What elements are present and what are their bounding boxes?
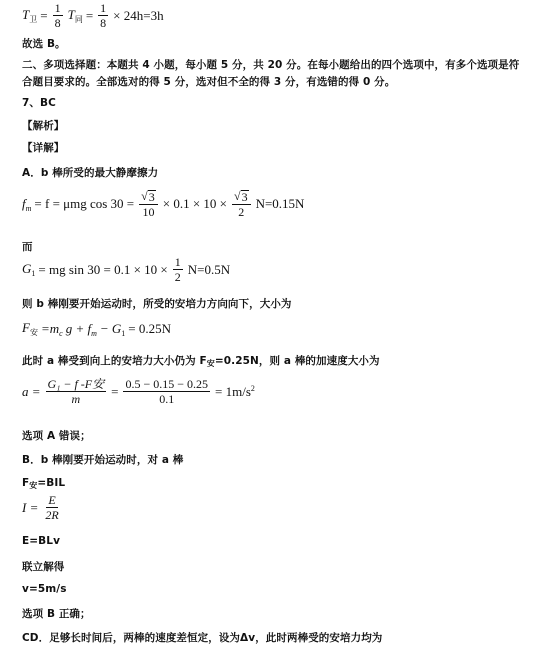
analysis-label: 【解析】 [22, 120, 65, 132]
formula-lhs: $F_安$ [22, 320, 38, 337]
formula-max-friction [22, 190, 304, 218]
answer-line: 故选 B。 [22, 38, 66, 50]
formula-t-period [22, 2, 164, 29]
formula-acceleration [22, 378, 255, 405]
formula-tail: = 0.25N [128, 321, 172, 336]
detail-label: 【详解】 [22, 142, 65, 154]
part-a-heading: A．b 棒所受的最大静摩擦力 [22, 167, 159, 179]
formula-tail: × 24h=3h [113, 7, 164, 23]
formula-rhs: − $G_1$ [99, 320, 126, 338]
formula-tail: = $1m/s^2$ [215, 383, 255, 399]
equals: = [85, 7, 94, 23]
formula-mid: $T_同$ [67, 6, 83, 24]
section-heading: 二、多项选择题：本题共 4 小题，每小题 5 分，共 20 分。在每小题给出的四个选项中，有多个选项是符 [22, 59, 520, 71]
formula-lhs: $f_m$ [22, 195, 32, 213]
text-lianli: 联立解得 [22, 561, 65, 573]
formula-rhs: $=m_c$ [40, 320, 63, 338]
formula-current [22, 494, 63, 521]
formula-lhs: I = [22, 499, 39, 515]
formula-eq: = mg sin 30 = 0.1 × 10 × [38, 261, 168, 277]
option-b-right: 选项 B 正确； [22, 608, 91, 620]
text-b-start: 则 b 棒刚要开始运动时，所受的安培力方向向下，大小为 [22, 298, 292, 310]
formula-tail: N=0.5N [187, 261, 231, 277]
formula-mid: × 0.1 × 10 × [162, 196, 227, 211]
fraction: √ 3 10 [139, 190, 158, 218]
text-er: 而 [22, 241, 33, 253]
formula-ampere-force [22, 320, 171, 338]
fraction: $\frac{1}{8}$ [100, 1, 107, 30]
text-fbil: F安=BIL [22, 477, 66, 490]
fraction: $\frac{E}{2R}$ [45, 493, 59, 522]
text-a-still: 此时 a 棒受到向上的安培力大小仍为 F安=0.25N，则 a 棒的加速度大小为 [22, 355, 380, 368]
fraction: $\frac{1}{8}$ [54, 1, 61, 30]
formula-rhs: $g + f_m$ [65, 320, 97, 338]
section-heading-cont: 合题目要求的。全部选对的得 5 分，选对但不全的得 3 分，有选错的得 0 分。 [22, 76, 396, 88]
formula-gravity-component [22, 256, 230, 283]
equals: = [40, 7, 48, 23]
fraction: $\frac{1}{2}$ [174, 255, 181, 284]
fraction: √ 3 2 [232, 190, 251, 218]
part-cd-heading: CD．足够长时间后，两棒的速度差恒定，设为Δv，此时两棒受的安培力均为 [22, 632, 383, 644]
text-eblv: E=BLv [22, 535, 61, 547]
formula-lhs: a = [22, 383, 41, 399]
formula-tail: N=0.15N [255, 196, 305, 211]
formula-lhs: $G_1$ [22, 261, 36, 278]
question-number: 7、BC [22, 97, 56, 109]
formula-lhs: $T_卫$ [22, 6, 38, 24]
fraction: $\frac{0.5 - 0.15 - 0.25}{0.1}$ [125, 377, 209, 406]
equals: = [111, 383, 119, 399]
formula-eq: = f = μmg cos 30 = [34, 196, 135, 211]
text-v5: v=5m/s [22, 583, 67, 595]
option-a-wrong: 选项 A 错误； [22, 430, 91, 442]
fraction: $\frac{\text{G₁ − f -F安}}{m}$ [47, 377, 105, 406]
part-b-heading: B．b 棒刚要开始运动时，对 a 棒 [22, 454, 184, 466]
